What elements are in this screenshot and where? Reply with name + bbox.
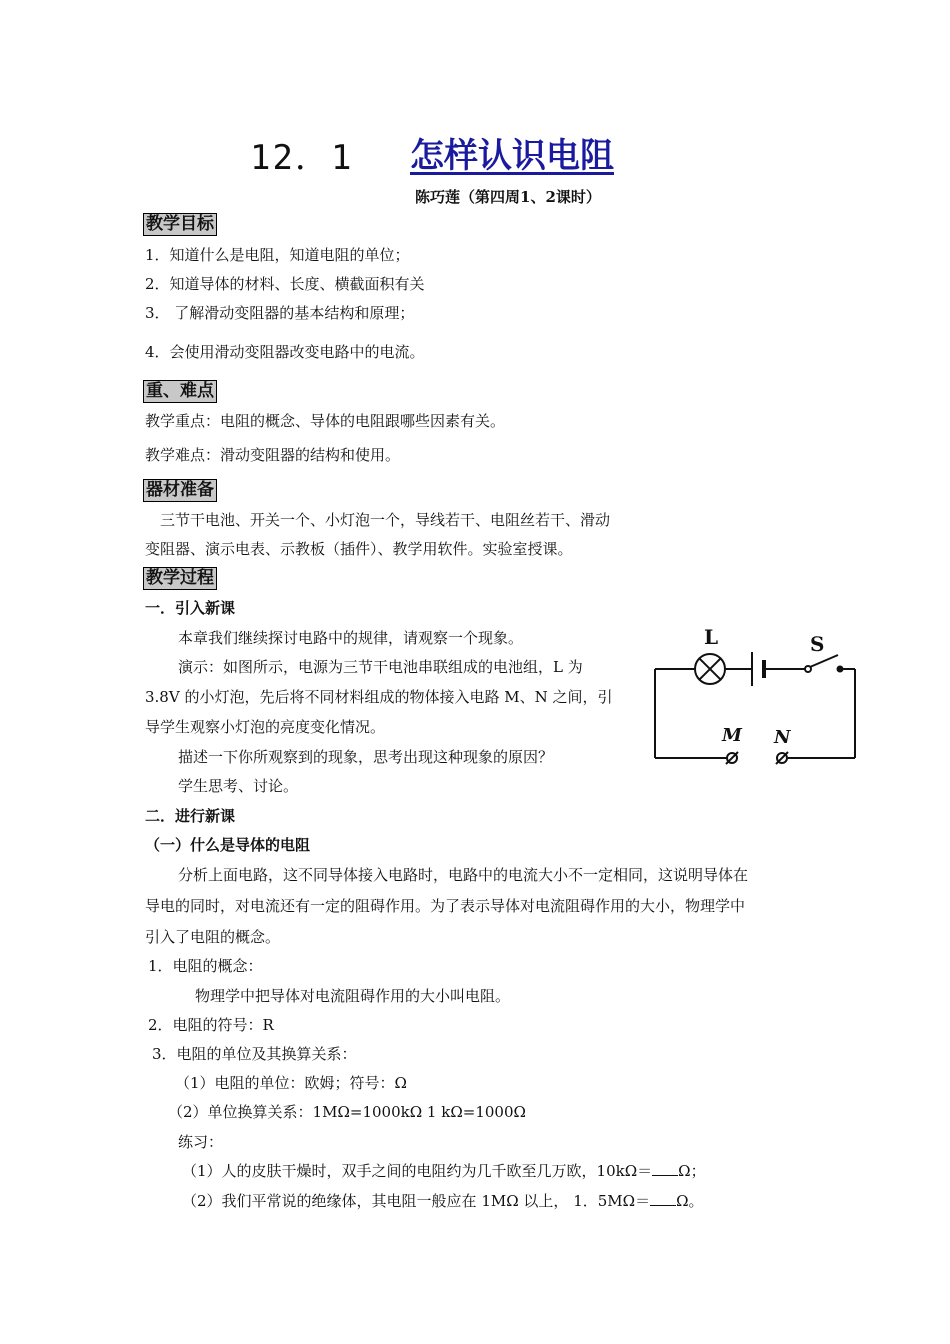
materials-line-2: 变阻器、演示电表、示教板（插件）、教学用软件。实验室授课。 <box>145 540 573 558</box>
section-header-process: 教学过程 <box>143 567 217 590</box>
label-switch: S <box>810 632 825 656</box>
goal-item-2: 2．知道导体的材料、长度、横截面积有关 <box>145 275 425 293</box>
exercise-2-text: （2）我们平常说的绝缘体，其电阻一般应在 1MΩ 以上， 1．5MΩ＝ <box>182 1192 651 1210</box>
label-terminal-n: N <box>774 727 791 748</box>
battery-symbol <box>752 652 764 686</box>
part1-line-5: 描述一下你所观察到的现象，思考出现这种现象的原因？ <box>178 748 554 766</box>
exercise-1-unit: Ω； <box>678 1162 706 1180</box>
exercise-1 <box>182 1161 706 1181</box>
page-title: 怎样认识电阻 <box>410 136 614 176</box>
unit-heading: 3．电阻的单位及其换算关系： <box>152 1045 357 1063</box>
concept-heading: 1．电阻的概念： <box>148 957 263 975</box>
concept-text: 物理学中把导体对电流阻碍作用的大小叫电阻。 <box>195 987 511 1005</box>
keypoint-item-2: 教学难点：滑动变阻器的结构和使用。 <box>145 446 401 464</box>
exercise-2-blank[interactable] <box>650 1191 676 1206</box>
part1-line-1: 本章我们继续探讨电路中的规律，请观察一个现象。 <box>178 629 524 647</box>
materials-line-1: 三节干电池、开关一个、小灯泡一个，导线若干、电阻丝若干、滑动 <box>160 511 611 529</box>
part1-line-3: 3.8V 的小灯泡，先后将不同材料组成的物体接入电路 M、N 之间，引 <box>145 688 613 706</box>
label-lamp: L <box>704 625 719 649</box>
unit-line-2: （2）单位换算关系：1MΩ=1000kΩ 1 kΩ=1000Ω <box>168 1103 526 1121</box>
keypoint-item-1: 教学重点：电阻的概念、导体的电阻跟哪些因素有关。 <box>145 412 506 430</box>
circuit-diagram <box>640 622 870 772</box>
symbol-line: 2．电阻的符号：R <box>148 1016 274 1034</box>
section-number: 12．1 <box>250 138 354 178</box>
part2-sub1: （一）什么是导体的电阻 <box>145 836 311 854</box>
part1-line-4: 导学生观察小灯泡的亮度变化情况。 <box>145 718 386 736</box>
practice-label: 练习： <box>178 1133 224 1151</box>
exercise-1-blank[interactable] <box>652 1161 678 1176</box>
unit-line-1: （1）电阻的单位：欧姆；符号：Ω <box>175 1074 407 1092</box>
terminal-n <box>776 752 788 764</box>
part1-line-6: 学生思考、讨论。 <box>178 777 299 795</box>
label-terminal-m: M <box>722 725 742 746</box>
exercise-1-text: （1）人的皮肤干燥时，双手之间的电阻约为几千欧至几万欧，10kΩ＝ <box>182 1162 653 1180</box>
goal-item-1: 1．知道什么是电阻，知道电阻的单位； <box>145 246 410 264</box>
terminal-m <box>726 752 738 764</box>
part2-para-line-1: 分析上面电路，这不同导体接入电路时，电路中的电流大小不一定相同，这说明导体在 <box>178 866 749 884</box>
section-header-goals: 教学目标 <box>143 213 217 236</box>
part2-para-line-2: 导电的同时，对电流还有一定的阻碍作用。为了表示导体对电流阻碍作用的大小，物理学中 <box>145 897 746 915</box>
section-header-keypoints: 重、难点 <box>143 380 217 403</box>
part2-heading: 二．进行新课 <box>145 807 236 825</box>
lamp-symbol <box>695 654 725 684</box>
section-header-materials: 器材准备 <box>143 479 217 502</box>
goal-item-3: 3． 了解滑动变阻器的基本结构和原理； <box>145 304 415 322</box>
exercise-2 <box>182 1191 704 1211</box>
author-line: 陈巧莲（第四周1、2课时） <box>415 188 601 206</box>
exercise-2-unit: Ω。 <box>676 1192 704 1210</box>
part2-para-line-3: 引入了电阻的概念。 <box>145 928 281 946</box>
switch-symbol <box>805 655 843 672</box>
part1-line-2: 演示：如图所示，电源为三节干电池串联组成的电池组，L 为 <box>178 658 583 676</box>
goal-item-4: 4．会使用滑动变阻器改变电路中的电流。 <box>145 343 425 361</box>
part1-heading: 一．引入新课 <box>145 599 236 617</box>
